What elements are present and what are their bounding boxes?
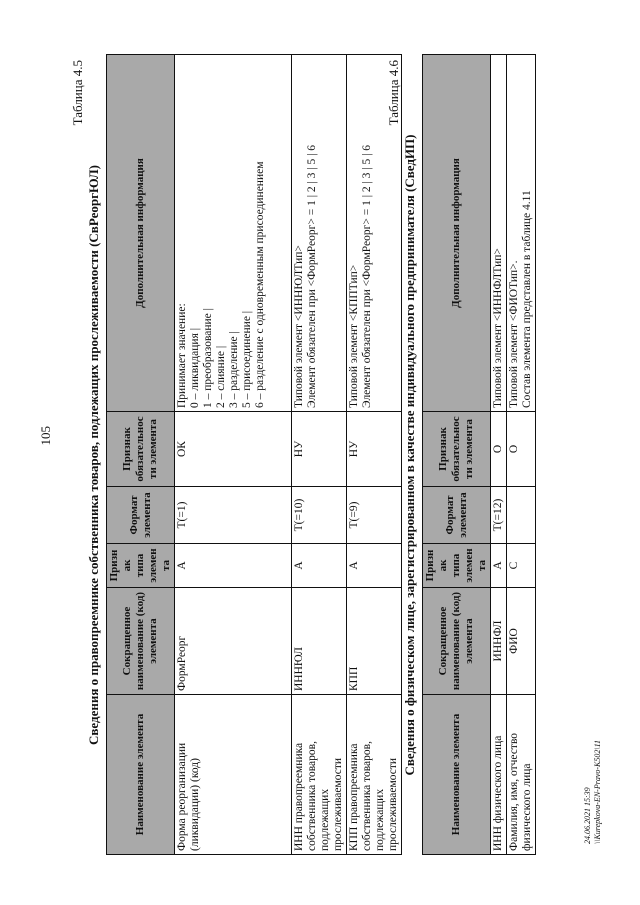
- cell-info: Типовой элемент <ИННЮЛТип> Элемент обязателен при <ФормРеорг> = 1 | 2 | 3 | 5 | 6: [292, 55, 347, 412]
- rotated-page-content: [64, 55, 533, 855]
- header-type: Признак типа элемента: [423, 544, 491, 588]
- cell-code: КПП: [347, 588, 402, 695]
- cell-name: КПП правопреемника собственника товаров, подлежащих прослеживаемости: [347, 695, 402, 855]
- table-row: [491, 55, 507, 855]
- table-row: [292, 55, 347, 855]
- cell-code: ФИО: [507, 588, 536, 695]
- cell-format: T(=12): [491, 487, 507, 544]
- footer-path: \\Kurepkova-EN-Pravo-K502\11: [593, 740, 602, 844]
- cell-format: T(=1): [175, 487, 292, 544]
- cell-type: А: [347, 544, 402, 588]
- table-row: [507, 55, 536, 855]
- cell-required: О: [507, 412, 536, 487]
- cell-format: [507, 487, 536, 544]
- table-4-5-label: Таблица 4.5: [70, 60, 85, 126]
- table-row: [347, 55, 402, 855]
- header-info: Дополнительная информация: [107, 55, 175, 412]
- table-row: [175, 55, 292, 855]
- cell-required: НУ: [292, 412, 347, 487]
- cell-name: ИНН правопреемника собственника товаров, подлежащих прослеживаемости: [292, 695, 347, 855]
- table-4-5: [106, 54, 402, 855]
- cell-name: ИНН физического лица: [491, 695, 507, 855]
- cell-required: О: [491, 412, 507, 487]
- table-4-6-title: Сведения о физическом лице, зарегистрированном в качестве индивидуального предпринимателя (СведИП): [402, 134, 417, 776]
- header-name: Наименование элемента: [423, 695, 491, 855]
- header-format: Формат элемента: [107, 487, 175, 544]
- header-code: Сокращенное наименование (код) элемента: [423, 588, 491, 695]
- cell-code: ИННЮЛ: [292, 588, 347, 695]
- table-header-row: [423, 55, 491, 855]
- cell-info: Типовой элемент <ИННФЛТип>: [491, 55, 507, 412]
- header-code: Сокращенное наименование (код) элемента: [107, 588, 175, 695]
- cell-name: Фамилия, имя, отчество физического лица: [507, 695, 536, 855]
- cell-code: ФормРеорг: [175, 588, 292, 695]
- header-type: Признак типа элемента: [107, 544, 175, 588]
- cell-required: ОК: [175, 412, 292, 487]
- cell-code: ИННФЛ: [491, 588, 507, 695]
- page-number: 105: [38, 426, 53, 446]
- cell-type: С: [507, 544, 536, 588]
- cell-info: Типовой элемент <КППТип> Элемент обязателен при <ФормРеорг> = 1 | 2 | 3 | 5 | 6: [347, 55, 402, 412]
- cell-name: Форма реорганизации (ликвидации) (код): [175, 695, 292, 855]
- table-4-6-label: Таблица 4.6: [386, 60, 401, 126]
- table-header-row: [107, 55, 175, 855]
- cell-type: А: [491, 544, 507, 588]
- cell-info: Типовой элемент <ФИОТип>. Состав элемента представлен в таблице 4.11: [507, 55, 536, 412]
- cell-required: НУ: [347, 412, 402, 487]
- table-4-5-title: Сведения о правопреемнике собственника товаров, подлежащих прослеживаемости (СвРеоргЮЛ): [86, 164, 101, 746]
- cell-type: А: [175, 544, 292, 588]
- table-4-6: [422, 54, 536, 855]
- cell-type: А: [292, 544, 347, 588]
- footer-date: 24.06.2021 15:39: [583, 787, 592, 844]
- header-name: Наименование элемента: [107, 695, 175, 855]
- cell-format: T(=9): [347, 487, 402, 544]
- cell-format: T(=10): [292, 487, 347, 544]
- header-required: Признак обязательности элемента: [107, 412, 175, 487]
- cell-info: Принимает значение: 0 – ликвидация | 1 – преобразование | 2 – слияние | 3 – разделение | 5 – присоединение | 6 – разделение с одновременным присоединением: [175, 55, 292, 412]
- print-footer: [583, 740, 603, 844]
- header-format: Формат элемента: [423, 487, 491, 544]
- header-info: Дополнительная информация: [423, 55, 491, 412]
- header-required: Признак обязательности элемента: [423, 412, 491, 487]
